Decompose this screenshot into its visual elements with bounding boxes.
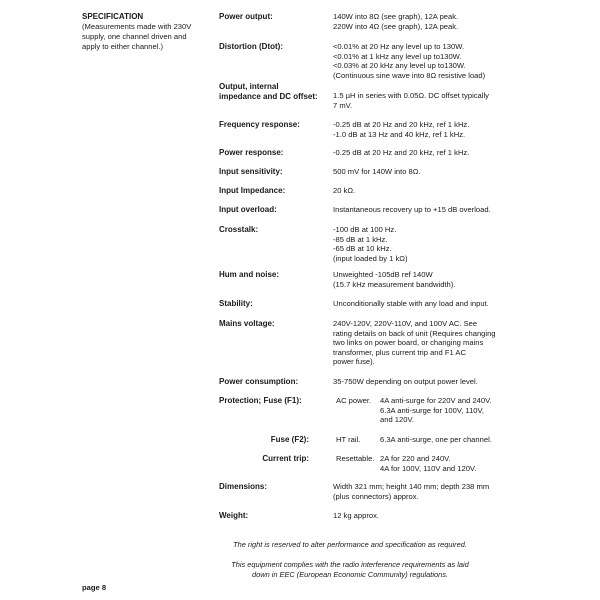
spec-label [219, 82, 331, 101]
spec-value [333, 42, 523, 80]
spec-value [333, 270, 523, 289]
value-line: -1.0 dB at 13 Hz and 40 kHz, ref 1 kHz. [333, 129, 466, 139]
value-line: -65 dB at 10 kHz. [333, 244, 392, 254]
value-line: 240V-120V, 220V-110V, and 100V AC. See [333, 319, 478, 328]
value-line: transformer, plus current trip and F1 AC [333, 347, 466, 357]
spec-value [333, 299, 523, 309]
f1-value [380, 396, 492, 425]
spec-label: Frequency response: [219, 120, 300, 129]
f2-type: HT rail. [336, 435, 361, 444]
spec-label: Power consumption: [219, 377, 299, 386]
f2-label: Fuse (F2): [270, 435, 309, 444]
value-line: 6.3A anti-surge, one per channel. [380, 435, 492, 444]
value-line: -85 dB at 1 kHz. [333, 234, 388, 244]
value-line: 35-750W depending on output power level. [333, 377, 478, 386]
value-line: 4A for 100V, 110V and 120V. [380, 463, 477, 473]
value-line: <0.03% at 20 kHz any level up to130W. [333, 61, 466, 71]
value-line: 140W into 8Ω (see graph), 12A peak. [333, 12, 459, 21]
value-line: <0.01% at 20 Hz any level up to 130W. [333, 42, 465, 51]
spec-label: Stability: [219, 299, 253, 308]
value-line: Instantaneous recovery up to +15 dB overload. [333, 205, 491, 214]
value-line: 7 mV. [333, 100, 353, 110]
specification-title: SPECIFICATION [82, 12, 144, 21]
spec-value [333, 319, 523, 367]
label-line: Output, internal [219, 82, 279, 91]
spec-label: Crosstalk: [219, 225, 259, 234]
value-line: Width 321 mm; height 140 mm; depth 238 mm [333, 482, 490, 491]
value-line: (15.7 kHz measurement bandwidth). [333, 279, 456, 289]
spec-value [333, 482, 523, 501]
current-trip-value [380, 454, 476, 473]
spec-value [333, 511, 523, 521]
note-line: supply, one channel driven and [82, 32, 187, 41]
label-line: impedance and DC offset: [219, 91, 318, 101]
spec-label: Distortion (Dtot): [219, 42, 283, 51]
compliance-line: This equipment complies with the radio interference requirements as laid [231, 560, 469, 569]
spec-value [333, 91, 523, 110]
spec-value [333, 205, 523, 215]
spec-label: Input Impedance: [219, 186, 286, 195]
spec-label: Power output: [219, 12, 273, 21]
reserve-rights-note: The right is reserved to alter performance and specification as required. [233, 540, 467, 549]
spec-label: Weight: [219, 511, 249, 520]
value-line: Unweighted -105dB ref 140W [333, 270, 433, 279]
compliance-line: down in EEC (European Economic Community) regulations. [252, 569, 448, 579]
value-line: -0.25 dB at 20 Hz and 20 kHz, ref 1 kHz. [333, 120, 470, 129]
spec-value [333, 167, 523, 177]
current-trip-label: Current trip: [262, 454, 309, 463]
spec-value [333, 12, 523, 31]
value-line: (plus connectors) approx. [333, 491, 419, 501]
spec-value [333, 120, 523, 139]
value-line: Unconditionally stable with any load and input. [333, 299, 489, 308]
spec-value [333, 225, 523, 263]
protection-label: Protection; Fuse (F1): [219, 396, 302, 405]
f2-value [380, 435, 492, 445]
f1-type: AC power. [336, 396, 372, 405]
page-number: page 8 [82, 583, 107, 592]
value-line: 220W into 4Ω (see graph), 12A peak. [333, 21, 459, 31]
value-line: 12 kg approx. [333, 511, 380, 520]
note-line: (Measurements made with 230V [82, 22, 192, 31]
spec-value [333, 186, 523, 196]
value-line: rating details on back of unit (Requires changing [333, 328, 496, 338]
value-line: <0.01% at 1 kHz any level up to130W. [333, 51, 462, 61]
value-line: -0.25 dB at 20 Hz and 20 kHz, ref 1 kHz. [333, 148, 470, 157]
value-line: power fuse). [333, 357, 375, 367]
specification-note [82, 12, 222, 52]
value-line: -100 dB at 100 Hz. [333, 225, 397, 234]
value-line: 1.5 µH in series with 0.05Ω. DC offset typically [333, 91, 489, 100]
spec-label: Mains voltage: [219, 319, 275, 328]
note-line: apply to either channel.) [82, 42, 164, 51]
spec-label: Dimensions: [219, 482, 268, 491]
spec-label: Hum and noise: [219, 270, 280, 279]
value-line: 20 kΩ. [333, 186, 356, 195]
value-line: 4A anti-surge for 220V and 240V. [380, 396, 492, 405]
value-line: 6.3A anti-surge for 100V, 110V, [380, 405, 485, 415]
spec-value [333, 377, 523, 387]
spec-label: Power response: [219, 148, 284, 157]
value-line: 500 mV for 140W into 8Ω. [333, 167, 421, 176]
spec-label: Input sensitivity: [219, 167, 283, 176]
value-line: (input loaded by 1 kΩ) [333, 253, 408, 263]
value-line: and 120V. [380, 415, 414, 425]
current-trip-type: Resettable. [336, 454, 375, 463]
spec-label: Input overload: [219, 205, 277, 214]
value-line: 2A for 220 and 240V. [380, 454, 451, 463]
value-line: two links on power board, or changing mains [333, 338, 484, 348]
spec-value [333, 148, 523, 158]
value-line: (Continuous sine wave into 8Ω resistive load) [333, 70, 486, 80]
compliance-note [150, 560, 550, 579]
